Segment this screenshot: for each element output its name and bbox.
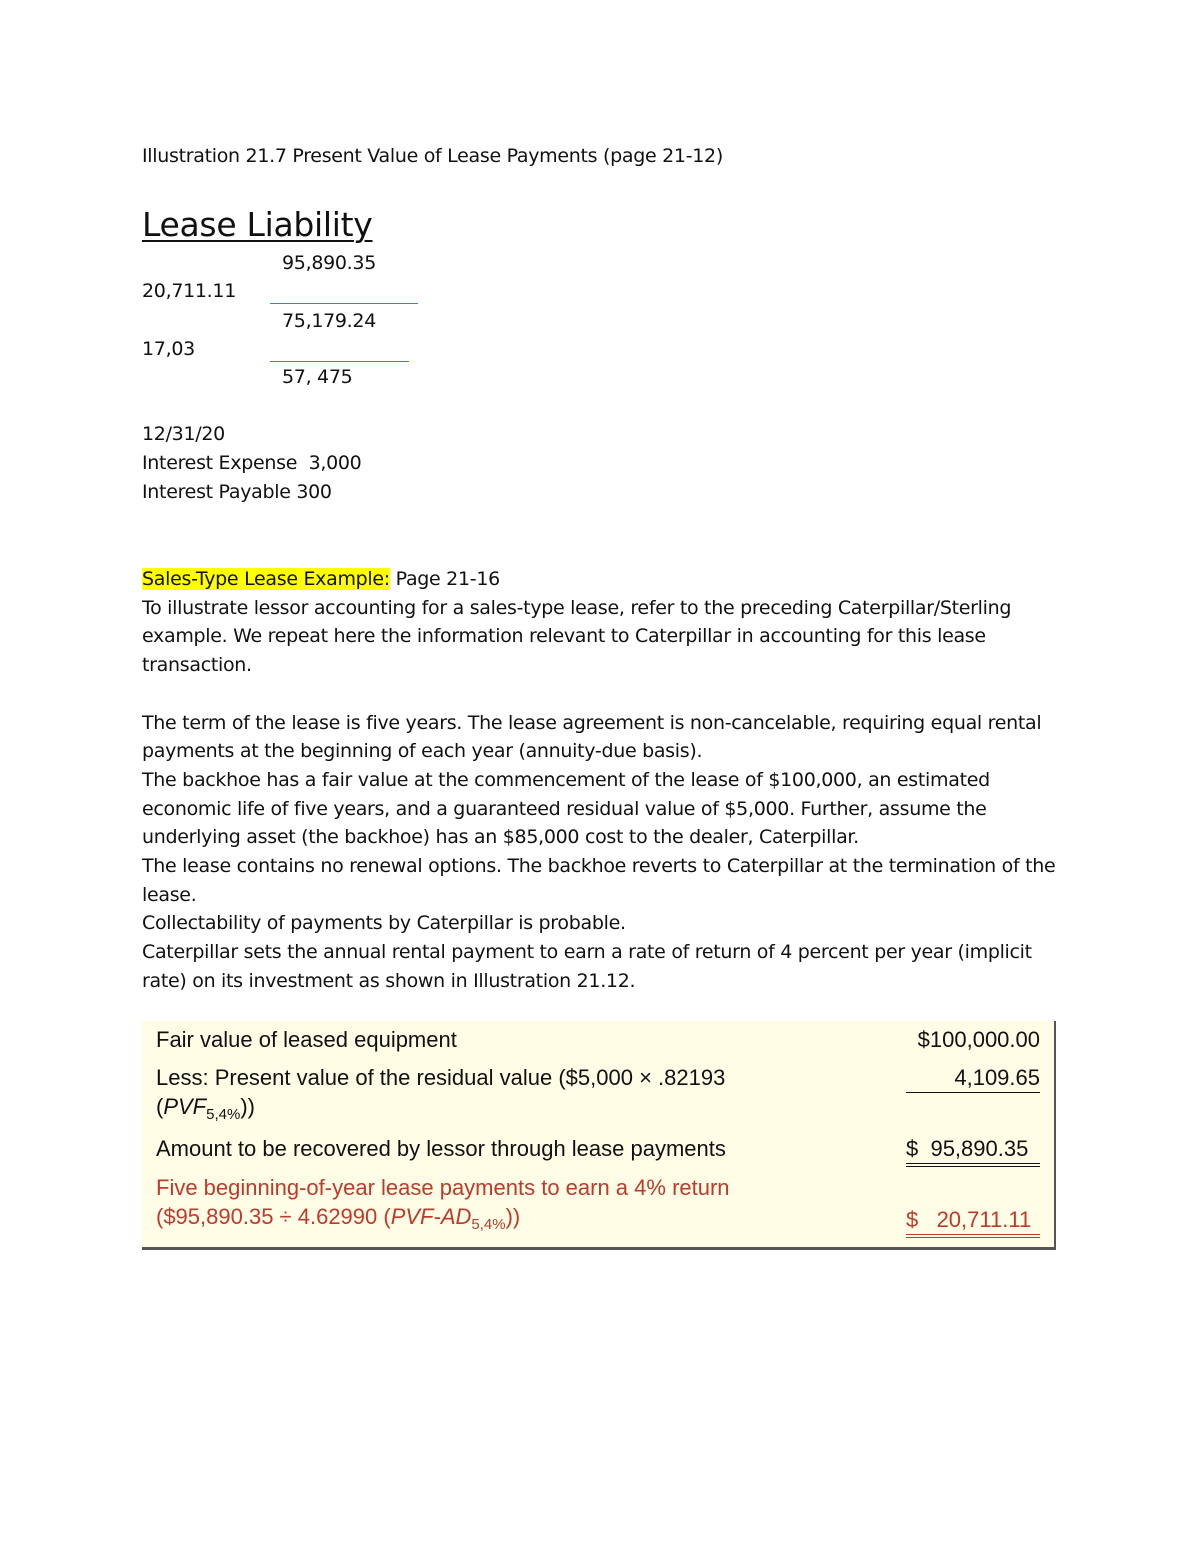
example-paragraph: Collectability of payments by Caterpillar is probable. (142, 912, 626, 935)
example-highlight: Sales-Type Lease Example: (142, 568, 390, 590)
example-paragraph: To illustrate lessor accounting for a sales-type lease, refer to the preceding Caterpillar/Sterling example. We repeat here the information relevant to Caterpillar in accounting for this lease transaction. (142, 596, 1012, 677)
liability-balance-2: 75,179.24 (282, 310, 376, 332)
table-right-border (1054, 1021, 1056, 1247)
residual-amount: 4,109.65 (906, 1064, 1040, 1093)
example-paragraph: The term of the lease is five years. The lease agreement is non-cancelable, requiring equal rental payments at the beginning of each year (annuity-due basis). (142, 711, 1042, 763)
residual-label-line-1: Less: Present value of the residual value ($5,000 × .82193 (156, 1065, 726, 1090)
amount-recovered-label: Amount to be recovered by lessor through lease payments (156, 1136, 726, 1161)
example-paragraph: The backhoe has a fair value at the commencement of the lease of $100,000, an estimated economic life of five years, and a guaranteed residual value of $5,000. Further, assume the underlying asset (the backhoe) has an $85,000 cost to the dealer, Caterpillar. (142, 768, 990, 849)
example-paragraph: The lease contains no renewal options. The backhoe reverts to Caterpillar at the termination of the lease. (142, 855, 1056, 906)
subtotal-rule-2 (270, 361, 409, 362)
liability-balance-3: 57, 475 (282, 366, 353, 388)
lease-liability-heading: Lease Liability (142, 205, 373, 244)
liability-balance-1: 95,890.35 (282, 252, 376, 274)
document-title: Illustration 21.7 Present Value of Lease Payments (page 21-12) (142, 145, 723, 167)
subtotal-rule-1 (270, 303, 418, 304)
payment-label-line-1: Five beginning-of-year lease payments to earn a 4% return (156, 1175, 730, 1200)
payment-label-line-2: ($95,890.35 ÷ 4.62990 $(PVF-AD_{5,4\%})$) (156, 1204, 521, 1233)
interest-payable-line: Interest Payable 300 (142, 481, 332, 503)
annual-payment-amount: $ 20,711.11 (906, 1206, 1040, 1238)
accrual-date: 12/31/20 (142, 423, 225, 445)
residual-label-line-2: $(PVF_{5,4\%})$) (156, 1094, 255, 1123)
fair-value-amount: $100,000.00 (917, 1027, 1040, 1052)
fair-value-label: Fair value of leased equipment (156, 1027, 457, 1052)
example-blank-line (142, 680, 1072, 709)
example-heading (142, 565, 1072, 594)
interest-expense-line: Interest Expense 3,000 (142, 452, 362, 474)
amount-recovered-value: $ 95,890.35 (906, 1135, 1040, 1167)
illustration-table (142, 1021, 1056, 1250)
liability-payment-1: 20,711.11 (142, 280, 236, 302)
example-section (142, 565, 1072, 996)
liability-payment-2: 17,03 (142, 338, 195, 360)
example-page-ref: Page 21-16 (389, 568, 500, 590)
example-paragraph: Caterpillar sets the annual rental payment to earn a rate of return of 4 percent per year (implicit rate) on its investment as shown in Illustration 21.12. (142, 941, 1032, 992)
